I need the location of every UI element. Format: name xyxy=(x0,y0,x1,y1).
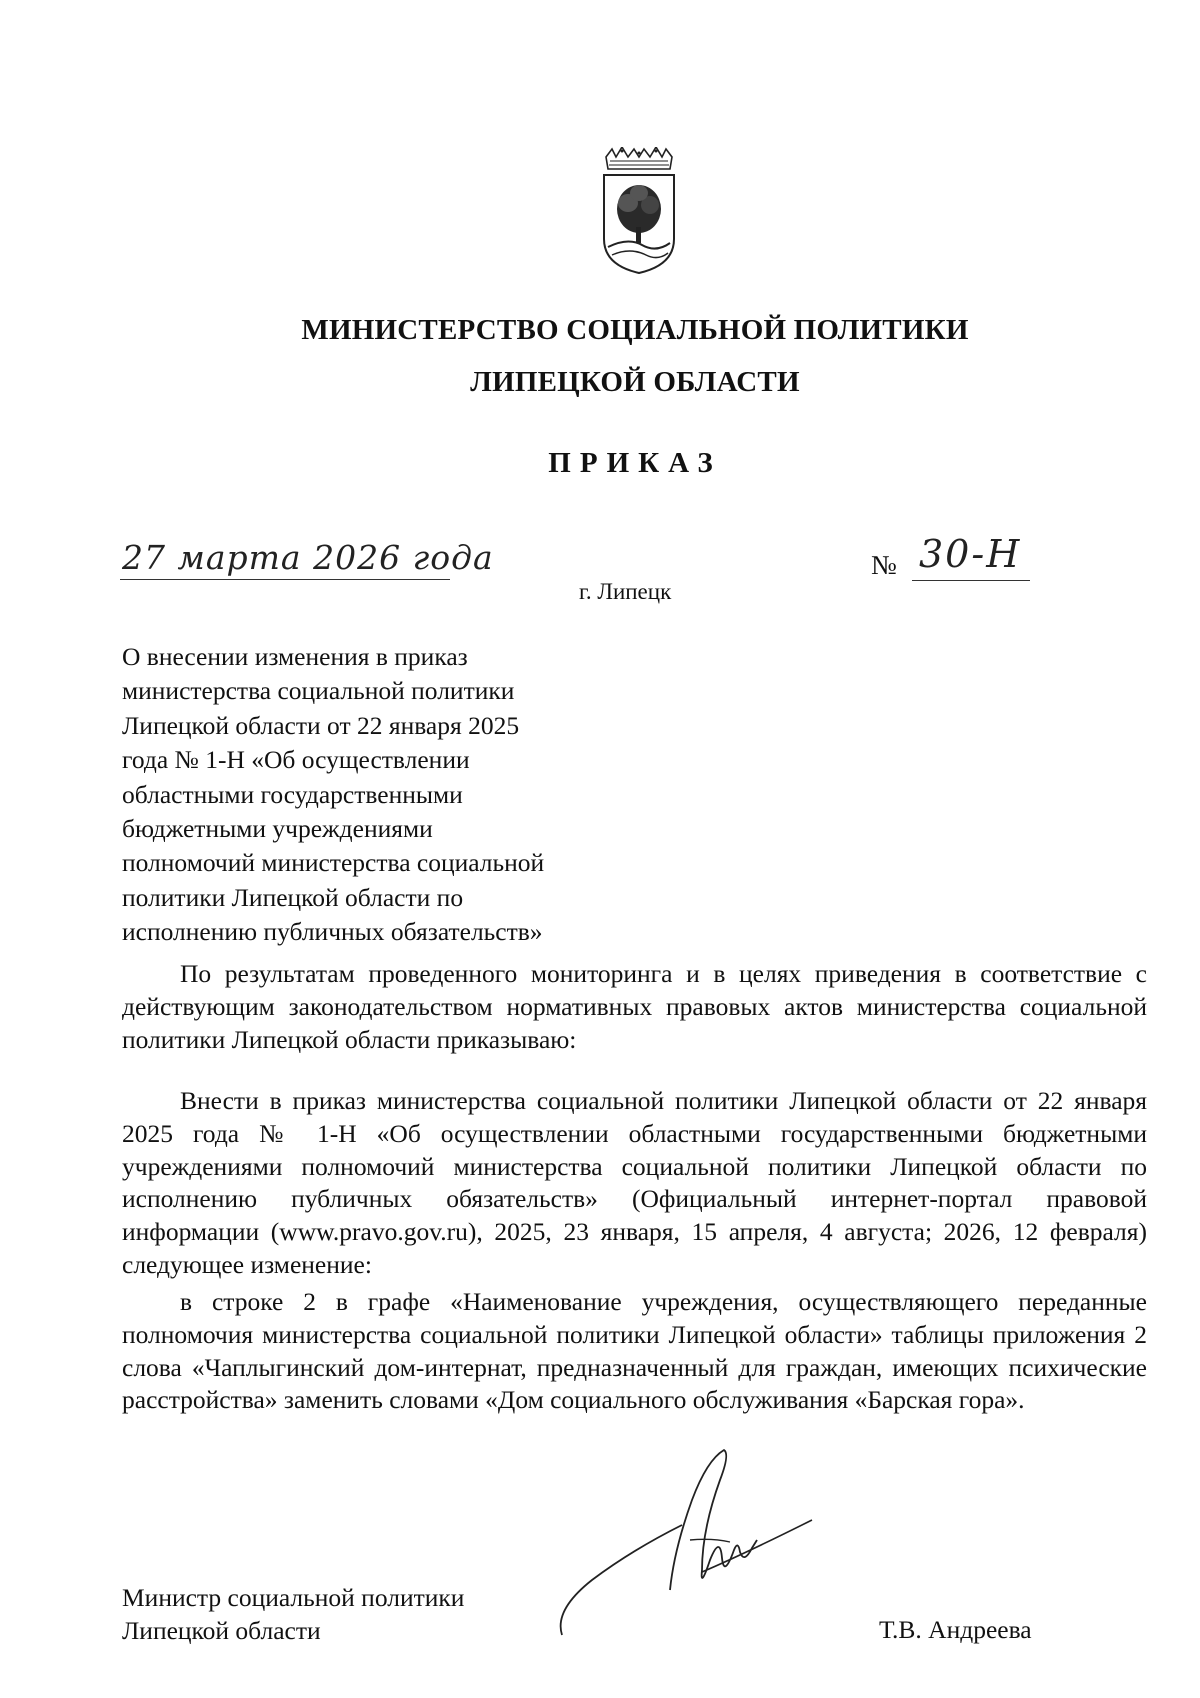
document-type-title: ПРИКАЗ xyxy=(548,447,722,479)
signer-position-line1: Министр социальной политики xyxy=(122,1583,465,1612)
signer-name: Т.В. Андреева xyxy=(879,1615,1032,1644)
handwritten-signature-icon xyxy=(552,1440,822,1640)
number-sign: № xyxy=(871,550,897,580)
amendment-paragraph: Внести в приказ министерства социальной политики Липецкой области от 22 января 2025 года № 1-Н «Об осуществлении областными государственными бюджетными учреждениями полномочий министерства социальной политики Липецкой области по исполнению публичных обязательств» (Официальный интернет-портал правовой информации (www.pravo.gov.ru), 2025, 23 января, 15 апреля, 4 августа; 2026, 12 февраля) следующее изменение: xyxy=(122,1086,1147,1279)
coat-of-arms-icon xyxy=(598,147,680,275)
amendment-detail-paragraph: в строке 2 в графе «Наименование учреждения, осуществляющего переданные полномочия министерства социальной политики Липецкой области» таблицы приложения 2 слова «Чаплыгинский дом-интернат, предназначенный для граждан, имеющих психические расстройства» заменить словами «Дом социального обслуживания «Барская гора». xyxy=(122,1287,1147,1415)
subject-line: О внесении изменения в приказ xyxy=(122,642,468,671)
preamble-paragraph: По результатам проведенного мониторинга и в целях приведения в соответствие с действующим законодательством нормативных правовых актов министерства социальной политики Липецкой области приказываю: xyxy=(122,959,1147,1054)
subject-line: полномочий министерства социальной xyxy=(122,848,545,878)
handwritten-document-number: 30-Н xyxy=(919,532,1022,576)
number-underline xyxy=(912,580,1030,581)
subject-line: исполнению публичных обязательств» xyxy=(122,917,543,947)
subject-line: бюджетными учреждениями xyxy=(122,814,433,844)
date-underline xyxy=(120,579,450,580)
ministry-name-line2: ЛИПЕЦКОЙ ОБЛАСТИ xyxy=(470,366,800,398)
subject-line: областными государственными xyxy=(122,779,463,809)
subject-line: министерства социальной политики xyxy=(122,676,515,706)
signer-position-line2: Липецкой области xyxy=(122,1616,321,1645)
city-label: г. Липецк xyxy=(579,579,672,604)
subject-line: Липецкой области от 22 января 2025 xyxy=(122,710,520,740)
signer-position xyxy=(122,1581,464,1647)
subject-line: года № 1-Н «Об осуществлении xyxy=(122,745,470,775)
ministry-name-line1: МИНИСТЕРСТВО СОЦИАЛЬНОЙ ПОЛИТИКИ xyxy=(301,314,969,346)
handwritten-date: 27 марта 2026 года xyxy=(122,538,494,577)
subject-line: политики Липецкой области по xyxy=(122,882,464,912)
order-subject xyxy=(122,640,642,950)
